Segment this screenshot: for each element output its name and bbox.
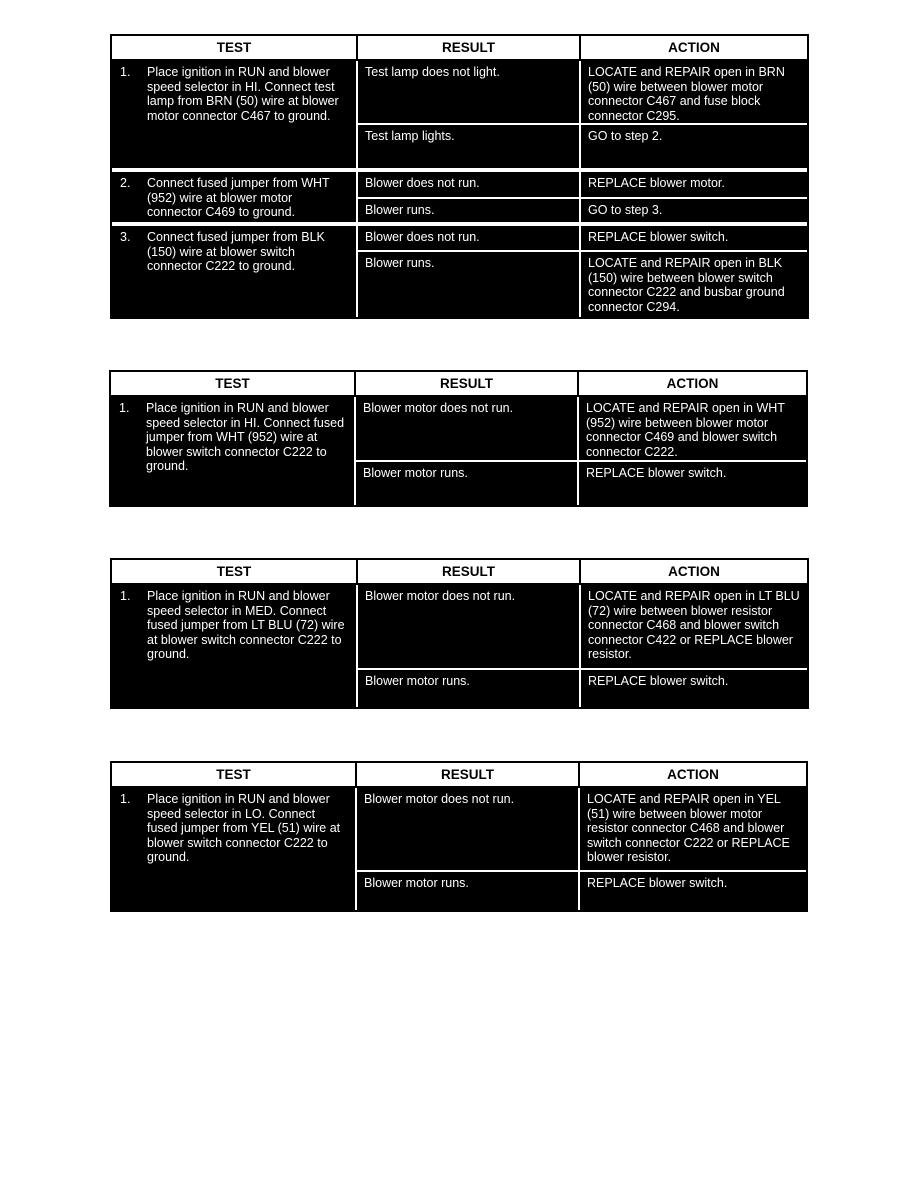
step-group — [112, 170, 807, 224]
action-cell: GO to step 3. — [588, 203, 663, 217]
header-test: TEST — [112, 560, 358, 583]
step-text: Connect fused jumper from WHT (952) wire at blower motor connector C469 to ground. — [147, 176, 330, 219]
result-rows — [358, 585, 807, 707]
result-cell: Blower does not run. — [358, 172, 581, 197]
table-header — [112, 560, 807, 585]
step-number: 2. — [120, 176, 131, 190]
result-cell: Blower runs. — [358, 199, 581, 222]
header-test: TEST — [112, 36, 358, 59]
table-row — [358, 123, 807, 168]
result-cell: Blower motor does not run. — [356, 397, 579, 460]
result-rows — [358, 172, 807, 222]
step-number: 1. — [120, 65, 131, 79]
test-step — [112, 226, 358, 317]
header-test: TEST — [111, 372, 356, 395]
test-step — [111, 397, 356, 505]
table-row — [358, 585, 807, 668]
test-step — [112, 172, 358, 222]
action-cell: LOCATE and REPAIR open in YEL (51) wire between blower motor resistor connector C468 and blower switch connector C222 or REPLACE blower resistor. — [587, 792, 790, 864]
step-text: Place ignition in RUN and blower speed selector in LO. Connect fused jumper from YEL (51) wire at blower switch connector C222 to ground. — [147, 792, 341, 864]
action-cell: LOCATE and REPAIR open in WHT (952) wire between blower motor connector C469 and blower switch connector C222. — [586, 401, 785, 459]
action-cell: LOCATE and REPAIR open in BRN (50) wire between blower motor connector C467 and fuse block connector C295. — [588, 65, 785, 123]
step-text: Place ignition in RUN and blower speed selector in HI. Connect fused jumper from WHT (952) wire at blower switch connector C222 to ground. — [146, 401, 345, 473]
result-rows — [356, 397, 806, 505]
action-cell: REPLACE blower motor. — [588, 176, 725, 190]
table-row — [358, 250, 807, 317]
table-header — [112, 763, 806, 788]
diagnostic-table — [110, 761, 808, 912]
result-cell: Blower runs. — [358, 252, 581, 317]
result-cell: Blower motor does not run. — [357, 788, 580, 870]
table-row — [358, 197, 807, 222]
header-action: ACTION — [666, 376, 719, 391]
table-body — [112, 788, 806, 910]
header-action: ACTION — [668, 564, 720, 579]
result-rows — [357, 788, 806, 910]
step-number: 3. — [120, 230, 131, 244]
table-body — [111, 397, 806, 505]
action-cell: REPLACE blower switch. — [587, 876, 728, 890]
test-step — [112, 585, 358, 707]
result-cell: Blower motor does not run. — [358, 585, 581, 668]
table-row — [358, 172, 807, 197]
result-rows — [358, 226, 807, 317]
header-action: ACTION — [668, 40, 720, 55]
step-group — [112, 61, 807, 170]
result-cell: Test lamp does not light. — [358, 61, 581, 123]
step-text: Place ignition in RUN and blower speed selector in HI. Connect test lamp from BRN (50) wire at blower motor connector C467 to ground. — [147, 65, 339, 123]
action-cell: REPLACE blower switch. — [586, 466, 727, 480]
action-cell: REPLACE blower switch. — [588, 230, 729, 244]
table-row — [356, 397, 806, 460]
action-cell: LOCATE and REPAIR open in LT BLU (72) wire between blower resistor connector C468 and blower switch connector C422 or REPLACE blower resistor. — [588, 589, 800, 661]
result-rows — [358, 61, 807, 168]
action-cell: GO to step 2. — [588, 129, 663, 143]
diagnostic-table — [110, 558, 809, 709]
table-row — [358, 61, 807, 123]
table-row — [356, 460, 806, 505]
test-step — [112, 61, 358, 168]
table-row — [357, 788, 806, 870]
step-number: 1. — [120, 589, 131, 603]
header-result: RESULT — [358, 36, 581, 59]
step-number: 1. — [120, 792, 131, 806]
result-cell: Blower motor runs. — [356, 462, 579, 505]
action-cell: REPLACE blower switch. — [588, 674, 729, 688]
table-row — [358, 226, 807, 250]
result-cell: Test lamp lights. — [358, 125, 581, 168]
header-result: RESULT — [356, 372, 579, 395]
table-header — [111, 372, 806, 397]
table-body — [112, 61, 807, 317]
diagnostic-table — [110, 34, 809, 319]
test-step — [112, 788, 357, 910]
diagnostic-table — [109, 370, 808, 507]
header-result: RESULT — [358, 560, 581, 583]
table-row — [357, 870, 806, 910]
table-header — [112, 36, 807, 61]
step-text: Connect fused jumper from BLK (150) wire at blower switch connector C222 to ground. — [147, 230, 325, 273]
table-body — [112, 585, 807, 707]
header-test: TEST — [112, 763, 357, 786]
action-cell: LOCATE and REPAIR open in BLK (150) wire between blower switch connector C222 and busbar ground connector C294. — [588, 256, 785, 314]
step-text: Place ignition in RUN and blower speed selector in MED. Connect fused jumper from LT BLU (72) wire at blower switch connector C222 to ground. — [147, 589, 345, 661]
result-cell: Blower motor runs. — [357, 872, 580, 910]
table-row — [358, 668, 807, 707]
header-action: ACTION — [667, 767, 719, 782]
result-cell: Blower motor runs. — [358, 670, 581, 707]
step-group — [112, 224, 807, 317]
result-cell: Blower does not run. — [358, 226, 581, 250]
header-result: RESULT — [357, 763, 580, 786]
step-number: 1. — [119, 401, 130, 415]
